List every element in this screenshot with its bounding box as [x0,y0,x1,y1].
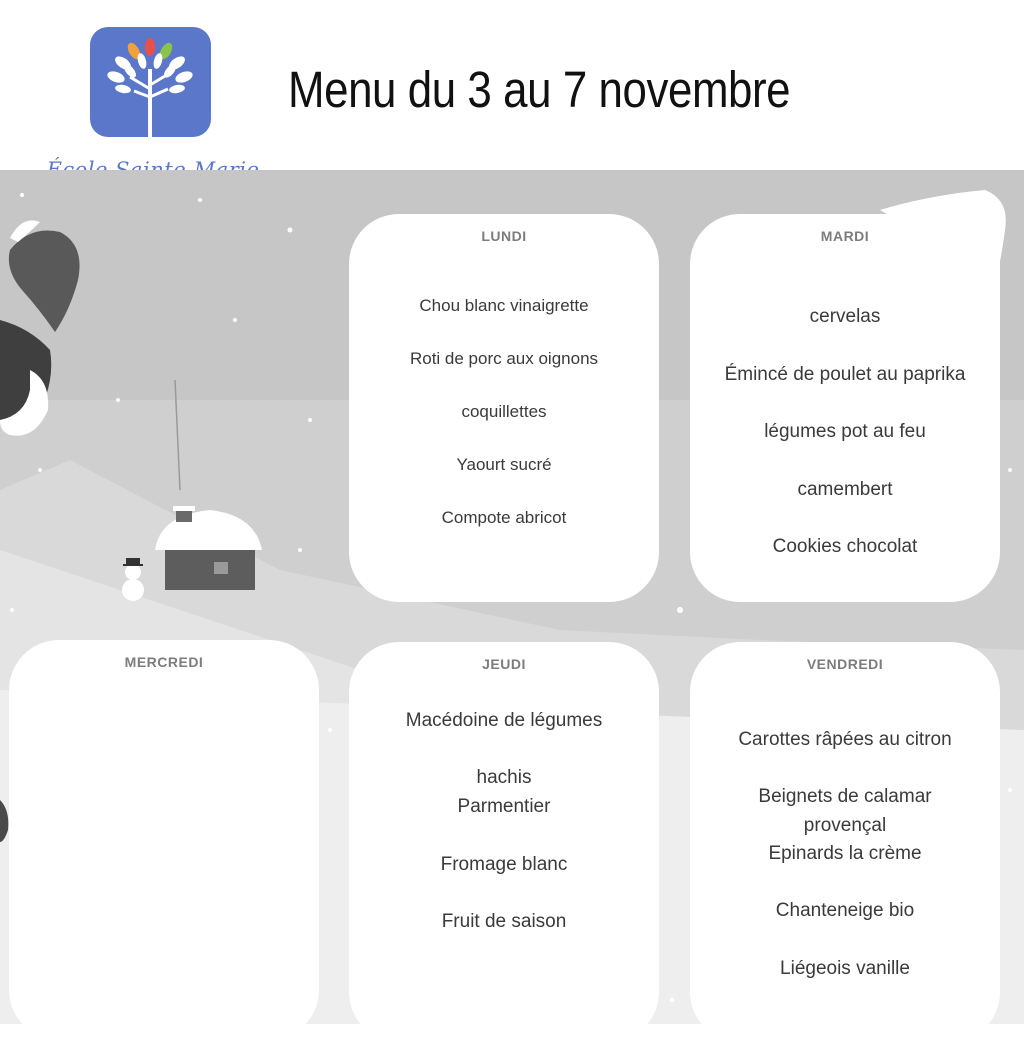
dish-item: Yaourt sucré [456,455,552,474]
day-label-mercredi: MERCREDI [124,654,204,670]
day-card-vendredi [690,642,1000,1042]
dish-item: Epinards la crème [768,843,922,864]
day-label-jeudi: JEUDI [482,656,526,672]
header [0,0,1024,170]
dish-item: Beignets de calamar [758,786,932,807]
dish-item: coquillettes [461,402,547,421]
page-title: Menu du 3 au 7 novembre [288,61,791,118]
school-logo [90,27,211,137]
dish-item: Fromage blanc [440,854,568,875]
dish-item: Macédoine de légumes [405,710,603,731]
dish-item: Compote abricot [441,508,567,527]
dish-item: camembert [797,479,893,500]
dish-item: Émincé de poulet au paprika [724,364,966,385]
dish-item: Fruit de saison [441,911,567,932]
day-card-mercredi [9,640,319,1040]
dish-item: Roti de porc aux oignons [409,349,599,368]
day-label-lundi: LUNDI [481,228,527,244]
dish-item: Carottes râpées au citron [738,729,952,750]
dish-item: hachis [476,767,532,788]
dish-item: Chou blanc vinaigrette [419,296,589,315]
dish-item: Cookies chocolat [772,536,918,557]
day-card-mardi [690,214,1000,602]
tree-logo-icon [90,27,211,137]
day-label-vendredi: VENDREDI [806,656,884,672]
dish-item: cervelas [809,306,881,327]
dish-item: légumes pot au feu [764,421,926,442]
dish-item: provençal [803,815,887,836]
dish-item: Parmentier [457,796,551,817]
winter-background [0,170,1024,1024]
day-label-mardi: MARDI [820,228,870,244]
day-card-jeudi [349,642,659,1042]
dish-item: Liégeois vanille [780,958,910,979]
day-card-lundi [349,214,659,602]
dish-item: Chanteneige bio [775,900,915,921]
